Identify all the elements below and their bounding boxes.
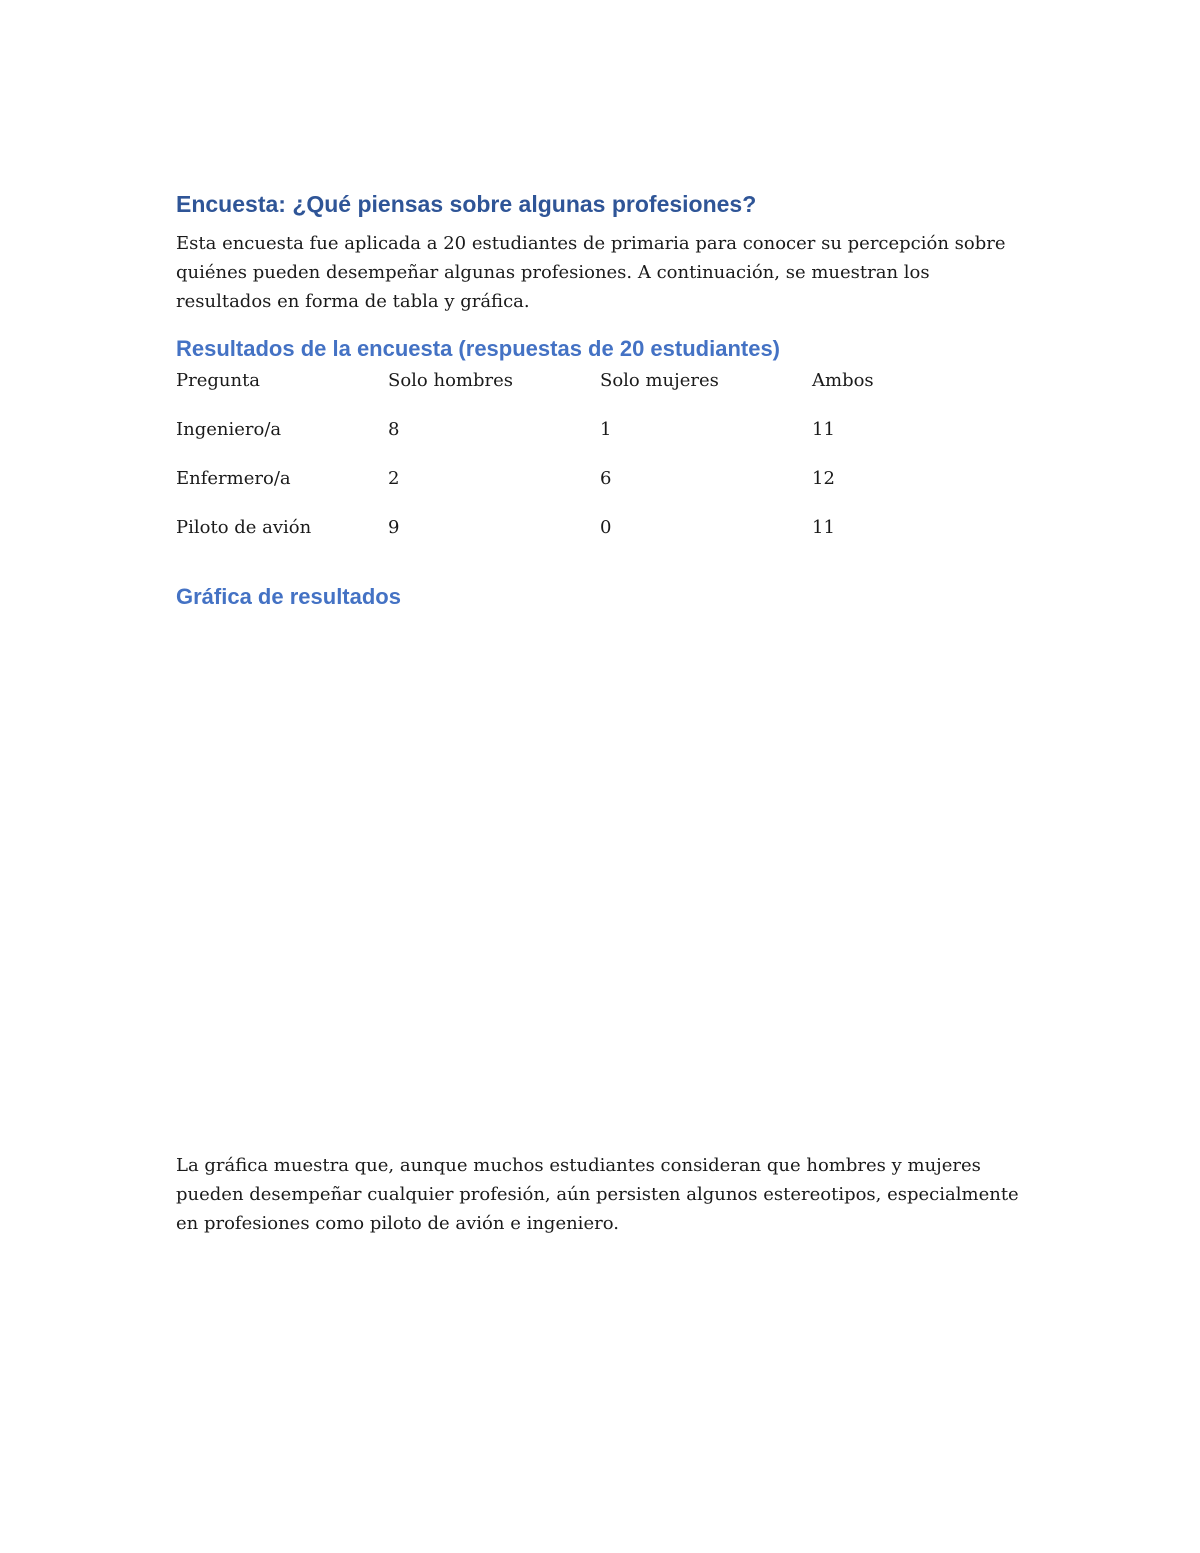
results-table bbox=[176, 370, 1076, 566]
table-header-cell: Ambos bbox=[812, 370, 874, 391]
table-cell: 12 bbox=[812, 468, 835, 489]
table-header-cell: Pregunta bbox=[176, 370, 261, 391]
table-cell: 6 bbox=[600, 468, 612, 489]
table-header-cell: Solo mujeres bbox=[600, 370, 719, 391]
intro-line: Esta encuesta fue aplicada a 20 estudiantes de primaria para conocer su percepción sobre bbox=[176, 233, 1006, 254]
intro-line: resultados en forma de tabla y gráfica. bbox=[176, 291, 530, 312]
table-cell: 11 bbox=[812, 419, 835, 440]
table-cell: Ingeniero/a bbox=[176, 419, 282, 440]
table-cell: 9 bbox=[388, 517, 400, 538]
conclusion-line: La gráfica muestra que, aunque muchos estudiantes consideran que hombres y mujeres bbox=[176, 1155, 981, 1176]
table-header-row bbox=[176, 370, 1076, 419]
intro-paragraph bbox=[176, 229, 1036, 316]
table-cell: 2 bbox=[388, 468, 400, 489]
table-header-cell: Solo hombres bbox=[388, 370, 513, 391]
chart-placeholder bbox=[176, 625, 1036, 1135]
table-cell: Enfermero/a bbox=[176, 468, 291, 489]
chart-heading: Gráfica de resultados bbox=[176, 584, 401, 609]
table-cell: 0 bbox=[600, 517, 612, 538]
table-row bbox=[176, 517, 1076, 566]
table-row bbox=[176, 468, 1076, 517]
table-cell: Piloto de avión bbox=[176, 517, 312, 538]
conclusion-line: en profesiones como piloto de avión e ingeniero. bbox=[176, 1213, 619, 1234]
table-row bbox=[176, 419, 1076, 468]
table-cell: 1 bbox=[600, 419, 612, 440]
table-cell: 11 bbox=[812, 517, 835, 538]
conclusion-line: pueden desempeñar cualquier profesión, aún persisten algunos estereotipos, especialmente bbox=[176, 1184, 1019, 1205]
document-title: Encuesta: ¿Qué piensas sobre algunas profesiones? bbox=[176, 191, 757, 217]
table-cell: 8 bbox=[388, 419, 400, 440]
intro-line: quiénes pueden desempeñar algunas profesiones. A continuación, se muestran los bbox=[176, 262, 930, 283]
results-heading: Resultados de la encuesta (respuestas de 20 estudiantes) bbox=[176, 336, 781, 361]
conclusion-paragraph bbox=[176, 1151, 1056, 1238]
